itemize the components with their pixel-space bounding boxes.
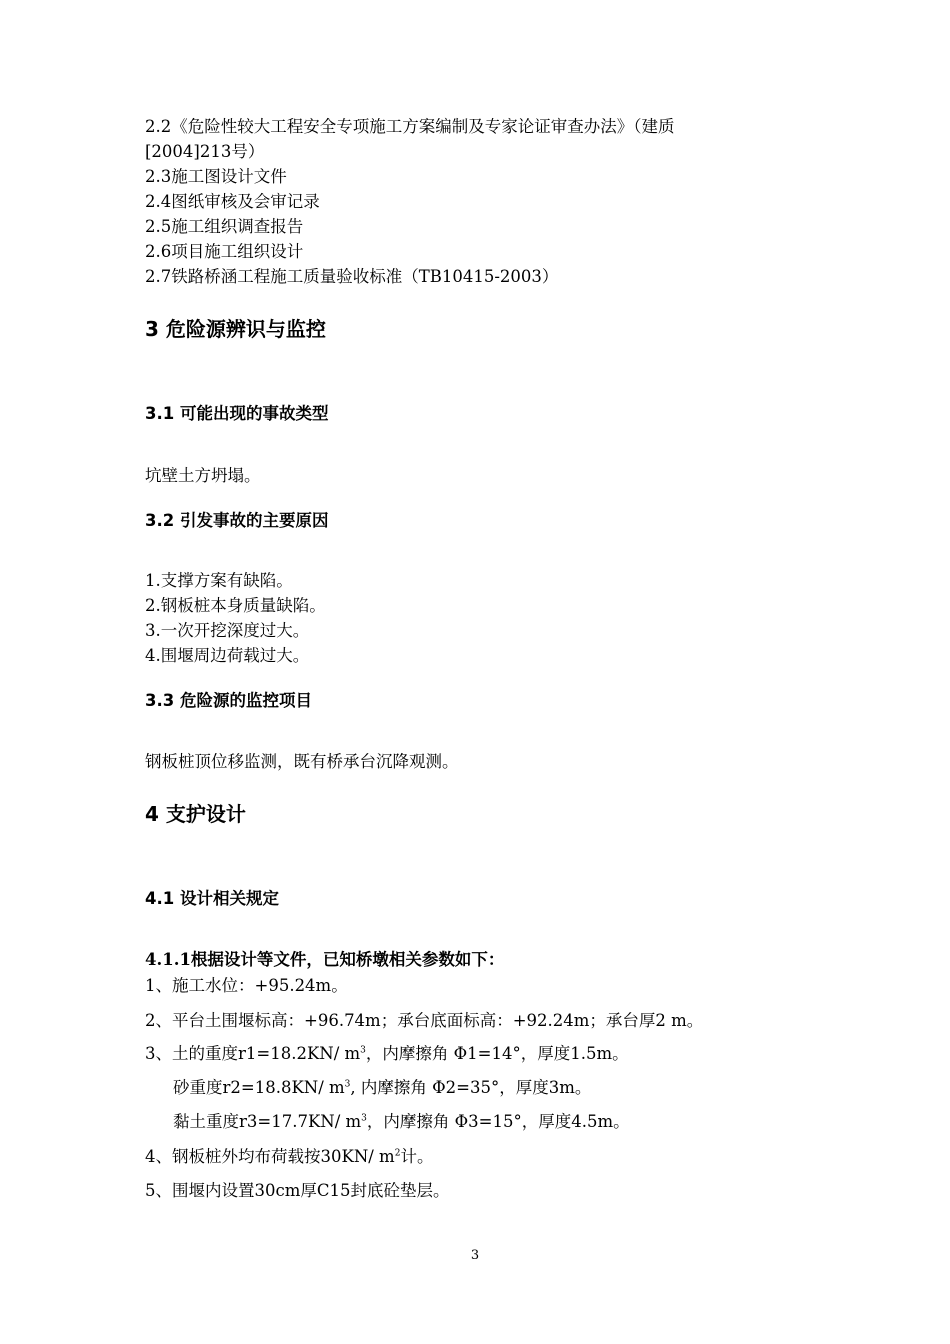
superscript-3: 3 [344,1079,351,1090]
page-number: 3 [470,1248,480,1263]
superscript-3: 3 [361,1113,367,1124]
param-3 [145,1043,629,1065]
param-3-sand-part-a: 砂重度r2=18.8KN/ m [173,1078,345,1097]
param-3-part-b: ，内摩擦角 Φ1=14°，厚度1.5m。 [365,1044,629,1063]
ref-2-2-cont: [2004]213号） [145,142,265,161]
section-4-1-heading: 4.1 设计相关规定 [145,889,279,908]
cause-item-3: 3.一次开挖深度过大。 [145,621,310,640]
ref-2-4: 2.4图纸审核及会审记录 [145,192,320,211]
section-3-2-heading: 3.2 引发事故的主要原因 [145,511,329,530]
cause-item-4: 4.围堰周边荷载过大。 [145,646,310,665]
ref-2-6: 2.6项目施工组织设计 [145,242,304,261]
ref-2-7: 2.7铁路桥涵工程施工质量验收标准（TB10415-2003） [145,267,559,286]
cause-item-2: 2.钢板桩本身质量缺陷。 [145,596,326,615]
ref-2-3: 2.3施工图设计文件 [145,167,287,186]
param-1: 1、施工水位：+95.24m。 [145,976,348,995]
section-3-1-text: 坑壁土方坍塌。 [145,466,261,485]
ref-2-5: 2.5施工组织调查报告 [145,217,304,236]
param-4-part-a: 4、钢板桩外均布荷载按30KN/ m [145,1147,395,1166]
param-3-clay [173,1111,630,1133]
param-3-part-a: 3、土的重度r1=18.2KN/ m [145,1044,361,1063]
section-3-heading: 3 危险源辨识与监控 [145,317,326,341]
section-4-1-1-heading: 4.1.1根据设计等文件，已知桥墩相关参数如下： [145,950,505,969]
cause-item-1: 1.支撑方案有缺陷。 [145,571,293,590]
section-3-3-heading: 3.3 危险源的监控项目 [145,691,312,710]
param-5: 5、围堰内设置30cm厚C15封底砼垫层。 [145,1181,450,1200]
param-2: 2、平台土围堰标高：+96.74m；承台底面标高：+92.24m；承台厚2 m。 [145,1011,704,1030]
param-4-part-b: 计。 [400,1147,434,1166]
param-3-sand [173,1077,591,1099]
param-3-clay-part-a: 黏土重度r3=17.7KN/ m [173,1112,362,1131]
section-3-1-heading: 3.1 可能出现的事故类型 [145,404,329,423]
param-4 [145,1146,433,1168]
param-3-sand-part-b: , 内摩擦角 Φ2=35°，厚度3m。 [350,1078,592,1097]
section-3-3-text: 钢板桩顶位移监测，既有桥承台沉降观测。 [145,752,459,771]
section-4-heading: 4 支护设计 [145,802,246,826]
param-3-clay-part-b: ，内摩擦角 Φ3=15°，厚度4.5m。 [366,1112,630,1131]
superscript-3: 3 [360,1045,366,1056]
superscript-2: 2 [394,1148,401,1159]
ref-2-2: 2.2《危险性较大工程安全专项施工方案编制及专家论证审查办法》（建质 [145,117,675,136]
